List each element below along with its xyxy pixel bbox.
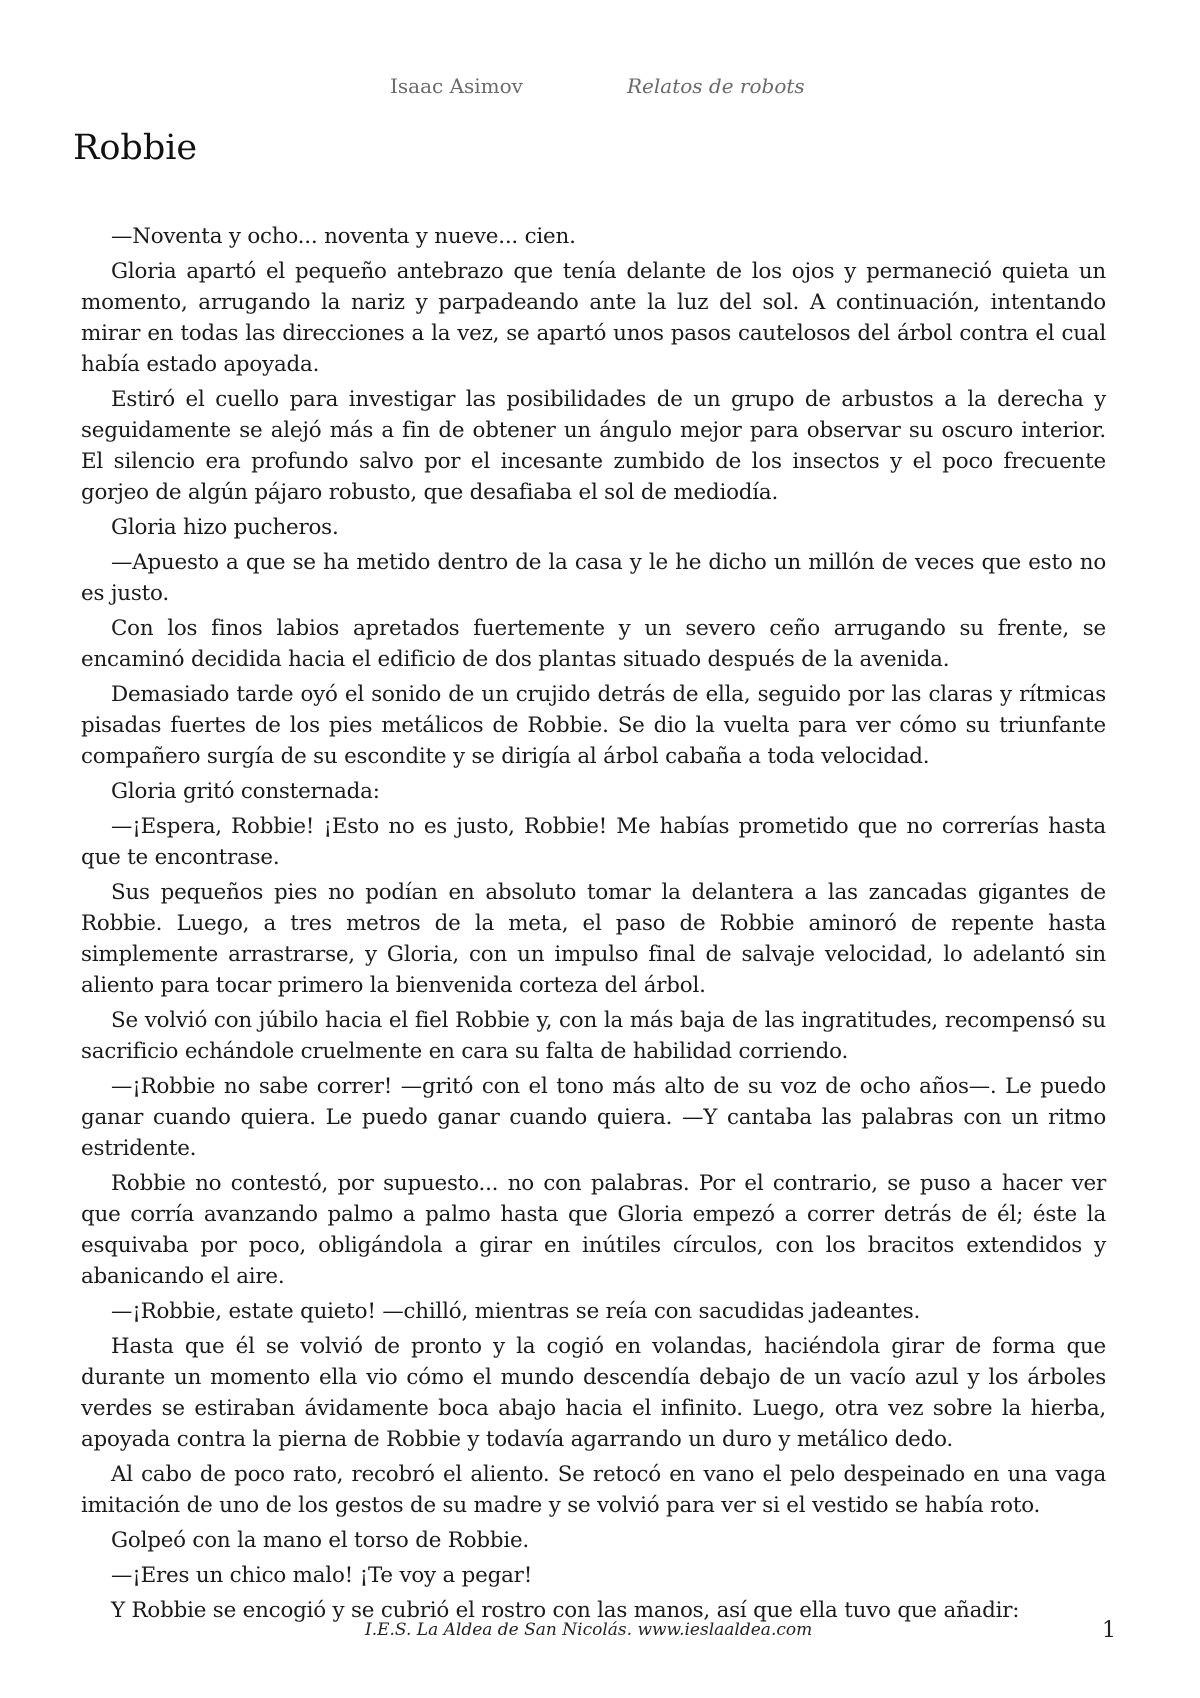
paragraph: —¡Eres un chico malo! ¡Te voy a pegar! [111,1563,533,1588]
header-author: Isaac Asimov [390,74,523,98]
paragraph: —¡Robbie, estate quieto! —chilló, mientras se reía con sacudidas jadeantes. [111,1299,921,1324]
header-book-title: Relatos de robots [627,74,805,98]
paragraph: Estiró el cuello para investigar las posibilidades de un grupo de arbustos a la derecha y seguidamente se alejó más a fin de obtener un ángulo mejor para observar su oscuro interior. El silencio era profundo salvo por el incesante zumbido de los insectos y el poco frecuente gorjeo de algún pájaro robusto, que desafiaba el sol de mediodía. [81,387,1106,505]
page-number: 1 [1102,1618,1116,1643]
paragraph: Con los finos labios apretados fuertemente y un severo ceño arrugando su frente, se encaminó decidida hacia el edificio de dos plantas situado después de la avenida. [81,616,1106,672]
paragraph: —¡Robbie no sabe correr! —gritó con el tono más alto de su voz de ocho años—. Le puedo ganar cuando quiera. Le puedo ganar cuando quiera. —Y cantaba las palabras con un ritmo estridente. [81,1074,1106,1161]
paragraph: Robbie no contestó, por supuesto... no con palabras. Por el contrario, se puso a hacer ver que corría avanzando palmo a palmo hasta que Gloria empezó a correr detrás de él; éste la esquivaba por poco, obligándola a girar en inútiles círculos, con los bracitos extendidos y abanicando el aire. [81,1171,1106,1289]
paragraph: —Noventa y ocho... noventa y nueve... cien. [111,224,576,249]
paragraph: Golpeó con la mano el torso de Robbie. [111,1528,530,1553]
document-body [81,221,1106,1630]
paragraph: Sus pequeños pies no podían en absoluto tomar la delantera a las zancadas gigantes de Robbie. Luego, a tres metros de la meta, el paso de Robbie aminoró de repente hasta simplemente arrastrarse, y Gloria, con un impulso final de salvaje velocidad, lo adelantó sin aliento para tocar primero la bienvenida corteza del árbol. [81,880,1106,998]
paragraph: Gloria apartó el pequeño antebrazo que tenía delante de los ojos y permaneció quieta un momento, arrugando la nariz y parpadeando ante la luz del sol. A continuación, intentando mirar en todas las direcciones a la vez, se apartó unos pasos cautelosos del árbol contra el cual había estado apoyada. [81,259,1106,377]
paragraph: Gloria hizo pucheros. [111,515,339,540]
footer-text: I.E.S. La Aldea de San Nicolás. www.ieslaaldea.com [365,1620,813,1640]
paragraph: Demasiado tarde oyó el sonido de un crujido detrás de ella, seguido por las claras y rítmicas pisadas fuertes de los pies metálicos de Robbie. Se dio la vuelta para ver cómo su triunfante compañero surgía de su escondite y se dirigía al árbol cabaña a toda velocidad. [81,682,1106,769]
paragraph: Al cabo de poco rato, recobró el aliento. Se retocó en vano el pelo despeinado en una vaga imitación de uno de los gestos de su madre y se volvió para ver si el vestido se había roto. [81,1462,1106,1518]
paragraph: —Apuesto a que se ha metido dentro de la casa y le he dicho un millón de veces que esto no es justo. [81,550,1106,606]
paragraph: Hasta que él se volvió de pronto y la cogió en volandas, haciéndola girar de forma que durante un momento ella vio cómo el mundo descendía debajo de un vacío azul y los árboles verdes se estiraban ávidamente boca abajo hacia el infinito. Luego, otra vez sobre la hierba, apoyada contra la pierna de Robbie y todavía agarrando un duro y metálico dedo. [81,1334,1106,1452]
page-footer [0,1620,1200,1650]
paragraph: Gloria gritó consternada: [111,779,380,804]
paragraph: —¡Espera, Robbie! ¡Esto no es justo, Robbie! Me habías prometido que no correrías hasta que te encontrase. [81,814,1106,870]
chapter-title: Robbie [73,128,198,168]
paragraph: Se volvió con júbilo hacia el fiel Robbie y, con la más baja de las ingratitudes, recompensó su sacrificio echándole cruelmente en cara su falta de habilidad corriendo. [81,1008,1106,1064]
page-header [0,74,1200,104]
paragraph: Y Robbie se encogió y se cubrió el rostro con las manos, así que ella tuvo que añadir: [111,1598,1020,1623]
